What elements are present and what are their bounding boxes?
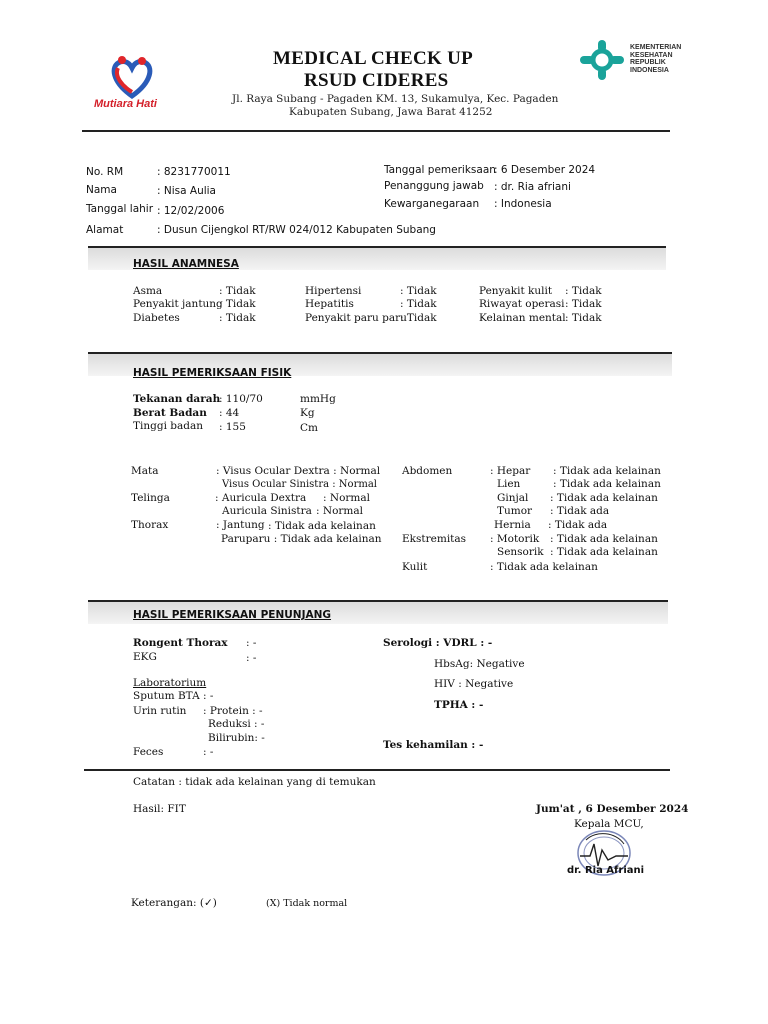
anamnesa-value: : Tidak xyxy=(565,285,602,297)
mata-label: Mata xyxy=(131,465,159,477)
tgl-lahir-value: : 12/02/2006 xyxy=(157,205,225,217)
anamnesa-value: : Tidak xyxy=(400,298,437,310)
hiv-row: HIV : Negative xyxy=(434,678,514,690)
vital-value: : 44 xyxy=(219,407,240,419)
anamnesa-label: Penyakit paru paru xyxy=(305,312,407,324)
abdomen-item: Ginjal xyxy=(497,492,529,504)
anamnesa-value: : Tidak xyxy=(219,312,256,324)
thorax-label: Thorax xyxy=(131,519,169,531)
keterangan-text: Keterangan: (✓) xyxy=(131,897,217,909)
penanggung-value: : dr. Ria afriani xyxy=(494,181,571,193)
abdomen-label: Abdomen xyxy=(402,465,453,477)
abdomen-item: Hernia xyxy=(494,519,531,531)
vital-value: : 110/70 xyxy=(219,393,263,405)
urin-bilirubin: Bilirubin: - xyxy=(208,732,265,744)
anamnesa-value: : Tidak xyxy=(400,285,437,297)
urin-label: Urin rutin xyxy=(133,705,187,717)
abdomen-value: : Tidak ada xyxy=(548,519,608,531)
telinga-item-2: Auricula Sinistra xyxy=(222,505,312,517)
nama-label: Nama xyxy=(86,184,117,196)
kemenkes-line: INDONESIA xyxy=(630,66,669,74)
kemenkes-logo xyxy=(578,40,708,84)
penunjang-title: HASIL PEMERIKSAAN PENUNJANG xyxy=(133,609,332,621)
address-line1: Jl. Raya Subang - Pagaden KM. 13, Sukamulya, Kec. Pagaden xyxy=(232,93,559,105)
kulit-value: : Tidak ada kelainan xyxy=(490,561,598,573)
rontgen-label: Rongent Thorax xyxy=(133,637,228,649)
tgl-lahir-label: Tanggal lahir xyxy=(86,203,154,215)
ekg-value: : - xyxy=(246,652,257,664)
vital-label: Berat Badan xyxy=(133,407,207,419)
anamnesa-value: : Tidak xyxy=(565,312,602,324)
kulit-label: Kulit xyxy=(402,561,428,573)
page-title-line1: MEDICAL CHECK UP xyxy=(273,48,474,69)
feces-label: Feces xyxy=(133,746,164,758)
ekstremitas-value: : Tidak ada kelainan xyxy=(550,533,658,545)
page-title-line2: RSUD CIDERES xyxy=(304,70,449,91)
footer-divider xyxy=(84,769,670,771)
vital-label: Tekanan darah xyxy=(133,393,221,405)
signature-date: Jum'at , 6 Desember 2024 xyxy=(536,803,689,815)
kemenkes-emblem-icon xyxy=(578,40,626,80)
no-rm-value: : 8231770011 xyxy=(157,166,231,178)
anamnesa-label: Riwayat operasi xyxy=(479,298,565,310)
warga-value: : Indonesia xyxy=(494,198,552,210)
nama-value: : Nisa Aulia xyxy=(157,185,216,197)
abdomen-value: : Tidak ada xyxy=(550,505,610,517)
telinga-value-2: : Normal xyxy=(316,505,363,517)
telinga-item-1: : Auricula Dextra xyxy=(215,492,307,504)
tes-hamil-row: Tes kehamilan : - xyxy=(383,739,484,751)
kemenkes-line: REPUBLIK xyxy=(630,59,666,66)
ekstremitas-item: : Motorik xyxy=(490,533,540,545)
lab-title: Laboratorium xyxy=(133,677,207,689)
anamnesa-value: : Tidak xyxy=(219,298,256,310)
tgl-periksa-label: Tanggal pemeriksaan xyxy=(384,164,496,176)
alamat-value: : Dusun Cijengkol RT/RW 024/012 Kabupaten Subang xyxy=(157,224,436,236)
tidak-normal-text: (X) Tidak normal xyxy=(266,898,348,909)
sputum-row: Sputum BTA : - xyxy=(133,690,214,702)
warga-label: Kewarganegaraan xyxy=(384,198,480,210)
vital-unit: Kg xyxy=(300,407,315,419)
urin-reduksi: Reduksi : - xyxy=(208,718,265,730)
anamnesa-value: : Tidak xyxy=(219,285,256,297)
vital-value: : 155 xyxy=(219,421,246,433)
ekstremitas-value: : Tidak ada kelainan xyxy=(550,546,658,558)
vital-unit: Cm xyxy=(300,422,318,434)
fisik-title: HASIL PEMERIKSAAN FISIK xyxy=(133,367,292,379)
anamnesa-value: : Tidak xyxy=(565,298,602,310)
anamnesa-label: Diabetes xyxy=(133,312,180,324)
mata-value-2: Visus Ocular Sinistra : Normal xyxy=(222,479,377,490)
anamnesa-label: Hipertensi xyxy=(305,285,362,297)
tgl-periksa-value: : 6 Desember 2024 xyxy=(494,164,596,176)
logo-text: Mutiara Hati xyxy=(94,98,157,110)
abdomen-item: Lien xyxy=(497,478,521,490)
abdomen-value: : Tidak ada kelainan xyxy=(553,478,661,490)
address-line2: Kabupaten Subang, Jawa Barat 41252 xyxy=(289,106,493,118)
kepala-label: Kepala MCU, xyxy=(574,818,644,830)
anamnesa-label: Penyakit jantung xyxy=(133,298,223,310)
mata-value-1: : Visus Ocular Dextra : Normal xyxy=(216,465,381,477)
anamnesa-label: Penyakit kulit xyxy=(479,285,553,297)
heart-logo-icon xyxy=(92,52,172,102)
vital-unit: mmHg xyxy=(300,393,336,405)
thorax-item-2: Paruparu : Tidak ada kelainan xyxy=(221,533,382,545)
anamnesa-title: HASIL ANAMNESA xyxy=(133,258,239,270)
alamat-label: Alamat xyxy=(86,224,124,236)
rontgen-value: : - xyxy=(246,637,257,649)
anamnesa-label: Asma xyxy=(133,285,163,297)
ekstremitas-item: Sensorik xyxy=(497,546,544,558)
doctor-name: dr. Ria Afriani xyxy=(567,865,645,876)
hospital-logo xyxy=(92,52,172,114)
telinga-value-1: : Normal xyxy=(323,492,370,504)
ekg-label: EKG xyxy=(133,651,157,663)
telinga-label: Telinga xyxy=(131,492,170,504)
tpha-row: TPHA : - xyxy=(434,699,484,711)
urin-protein: : Protein : - xyxy=(203,705,263,717)
header-divider xyxy=(82,130,670,132)
abdomen-item: : Hepar xyxy=(490,465,531,477)
no-rm-label: No. RM xyxy=(86,166,124,178)
feces-value: : - xyxy=(203,746,214,758)
kemenkes-line: KESEHATAN xyxy=(630,51,673,59)
serologi-row: Serologi : VDRL : - xyxy=(383,637,493,649)
anamnesa-label: Hepatitis xyxy=(305,298,354,310)
hasil-text: Hasil: FIT xyxy=(133,803,186,815)
thorax-item-1: : Jantung xyxy=(216,519,265,531)
anamnesa-label: Kelainan mental xyxy=(479,312,566,324)
abdomen-value: : Tidak ada kelainan xyxy=(550,492,658,504)
abdomen-value: : Tidak ada kelainan xyxy=(553,465,661,477)
hbsag-row: HbsAg: Negative xyxy=(434,658,525,670)
abdomen-item: Tumor xyxy=(497,505,533,517)
penanggung-label: Penanggung jawab xyxy=(384,180,484,192)
anamnesa-value: : Tidak xyxy=(400,312,437,324)
ekstremitas-label: Ekstremitas xyxy=(402,533,467,545)
kemenkes-line: KEMENTERIAN xyxy=(630,44,682,51)
thorax-value-1: : Tidak ada kelainan xyxy=(268,520,376,532)
catatan-text: Catatan : tidak ada kelainan yang di temukan xyxy=(133,776,376,788)
vital-label: Tinggi badan xyxy=(133,420,203,432)
